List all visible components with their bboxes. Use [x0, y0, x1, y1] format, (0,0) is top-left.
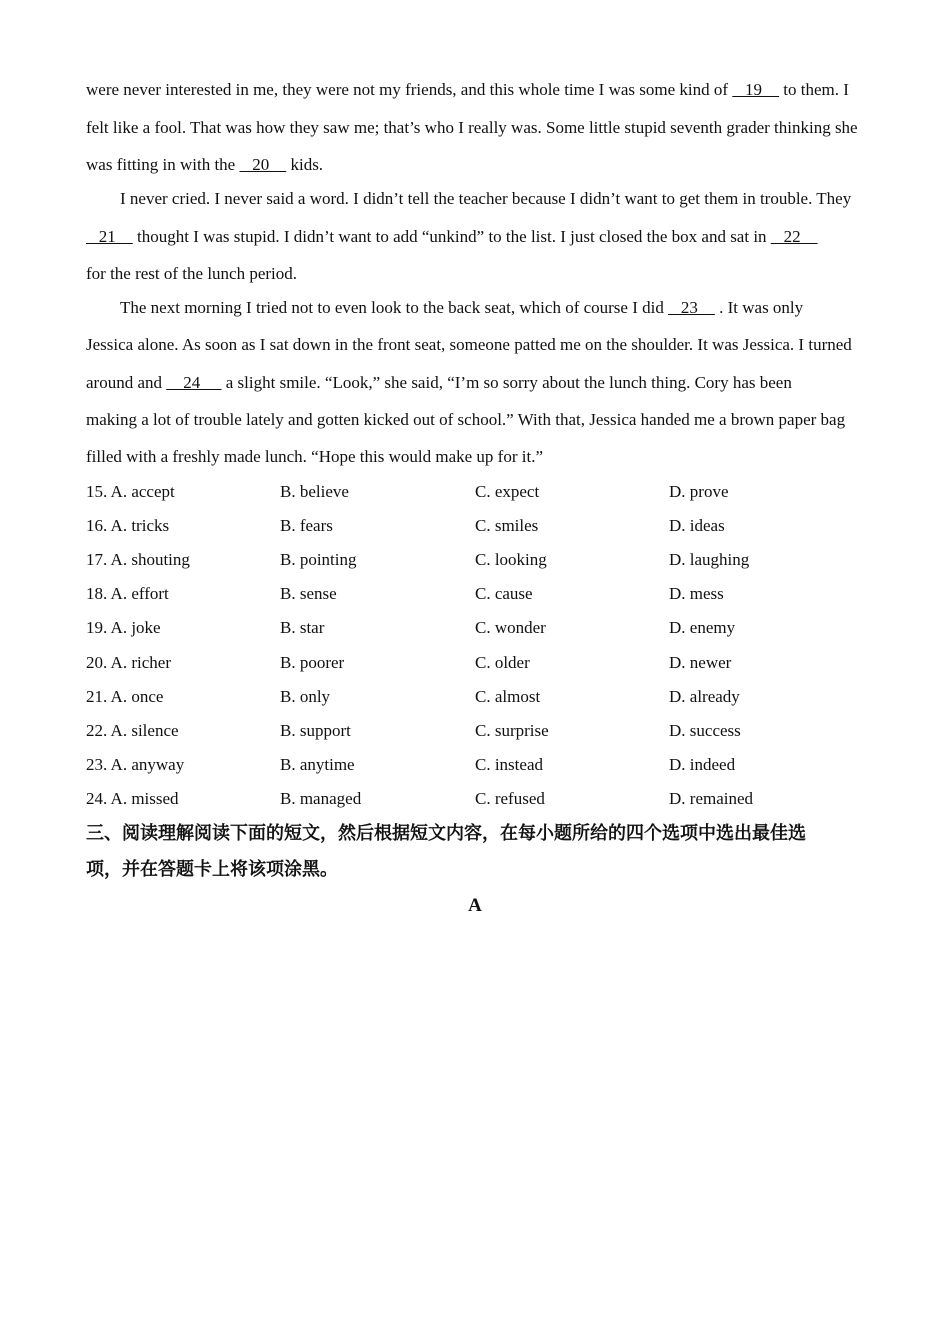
question-row: [86, 481, 866, 503]
passage-text: I never cried. I never said a word. I didn’t tell the teacher because I didn’t want to get them in trouble. They: [120, 189, 852, 208]
blank-23: 23: [668, 298, 715, 317]
option-a: 20. A. richer: [86, 653, 171, 672]
blank-22: 22: [770, 227, 818, 246]
option-d: D. prove: [669, 482, 729, 501]
passage-text: for the rest of the lunch period.: [86, 264, 298, 283]
question-row: [86, 720, 866, 742]
passage-text: making a lot of trouble lately and gotten kicked out of school.” With that, Jessica handed me a brown paper bag: [86, 410, 846, 429]
passage-text: were never interested in me, they were not my friends, and this whole time I was some kind of: [86, 80, 733, 99]
passage-text: Jessica alone. As soon as I sat down in the front seat, someone patted me on the shoulder. It was Jessica. I turned: [86, 335, 852, 354]
option-c: C. looking: [475, 550, 547, 569]
option-b: B. believe: [280, 482, 349, 501]
option-b: B. support: [280, 721, 351, 740]
passage-line: [86, 372, 866, 394]
blank-20: 20: [239, 155, 287, 174]
passage-text: . It was only: [714, 298, 804, 317]
passage-line: [86, 117, 866, 139]
option-a: 23. A. anyway: [86, 755, 185, 774]
passage-text: thought I was stupid. I didn’t want to add “unkind” to the list. I just closed the box and sat in: [132, 227, 771, 246]
passage-line: [86, 409, 866, 431]
option-b: B. only: [280, 687, 331, 706]
option-c: C. almost: [475, 687, 541, 706]
section-letter: A: [468, 895, 482, 916]
option-d: D. ideas: [669, 516, 725, 535]
passage-line: [86, 226, 866, 248]
option-b: B. star: [280, 618, 325, 637]
section-heading-continued: 项，并在答题卡上将该项涂黑。: [86, 859, 338, 880]
passage-line: [86, 263, 866, 285]
passage-line: [86, 154, 866, 176]
option-d: D. newer: [669, 653, 732, 672]
option-b: B. pointing: [280, 550, 357, 569]
option-d: D. enemy: [669, 618, 736, 637]
option-c: C. older: [475, 653, 530, 672]
question-row: [86, 583, 866, 605]
option-c: C. surprise: [475, 721, 549, 740]
option-a: 22. A. silence: [86, 721, 179, 740]
passage-text: felt like a fool. That was how they saw me; that’s who I really was. Some little stupid seventh grader thinking she: [86, 118, 858, 137]
option-c: C. refused: [475, 789, 545, 808]
option-a: 16. A. tricks: [86, 516, 170, 535]
option-c: C. smiles: [475, 516, 539, 535]
passage-line: [120, 297, 866, 319]
option-b: B. poorer: [280, 653, 345, 672]
passage-line: [86, 446, 866, 468]
option-c: C. wonder: [475, 618, 546, 637]
option-d: D. mess: [669, 584, 724, 603]
option-d: D. success: [669, 721, 741, 740]
section-heading: 三、阅读理解阅读下面的短文，然后根据短文内容，在每小题所给的四个选项中选出最佳选: [86, 823, 806, 844]
option-b: B. fears: [280, 516, 333, 535]
option-a: 17. A. shouting: [86, 550, 190, 569]
question-row: [86, 788, 866, 810]
option-b: B. managed: [280, 789, 362, 808]
passage-text: around and: [86, 373, 167, 392]
blank-21: 21: [86, 227, 133, 246]
option-b: B. anytime: [280, 755, 355, 774]
question-row: [86, 754, 866, 776]
option-a: 15. A. accept: [86, 482, 175, 501]
passage-text: kids.: [286, 155, 324, 174]
question-row: [86, 515, 866, 537]
passage-text: a slight smile. “Look,” she said, “I’m so sorry about the lunch thing. Cory has been: [221, 373, 792, 392]
question-row: [86, 686, 866, 708]
passage-text: filled with a freshly made lunch. “Hope this would make up for it.”: [86, 447, 543, 466]
question-row: [86, 549, 866, 571]
question-row: [86, 617, 866, 639]
blank-19: 19: [732, 80, 780, 99]
option-a: 21. A. once: [86, 687, 164, 706]
option-a: 18. A. effort: [86, 584, 169, 603]
passage-text: was fitting in with the: [86, 155, 240, 174]
option-c: C. instead: [475, 755, 543, 774]
passage-text: to them. I: [779, 80, 849, 99]
passage-line: [120, 188, 866, 210]
option-d: D. indeed: [669, 755, 736, 774]
option-c: C. cause: [475, 584, 533, 603]
passage-text: The next morning I tried not to even look to the back seat, which of course I did: [120, 298, 669, 317]
question-row: [86, 652, 866, 674]
option-c: C. expect: [475, 482, 540, 501]
option-b: B. sense: [280, 584, 337, 603]
passage-line: [86, 334, 866, 356]
passage-line: [86, 79, 866, 101]
option-a: 24. A. missed: [86, 789, 179, 808]
option-a: 19. A. joke: [86, 618, 161, 637]
option-d: D. already: [669, 687, 740, 706]
blank-24: 24: [166, 373, 222, 392]
option-d: D. remained: [669, 789, 754, 808]
option-d: D. laughing: [669, 550, 750, 569]
